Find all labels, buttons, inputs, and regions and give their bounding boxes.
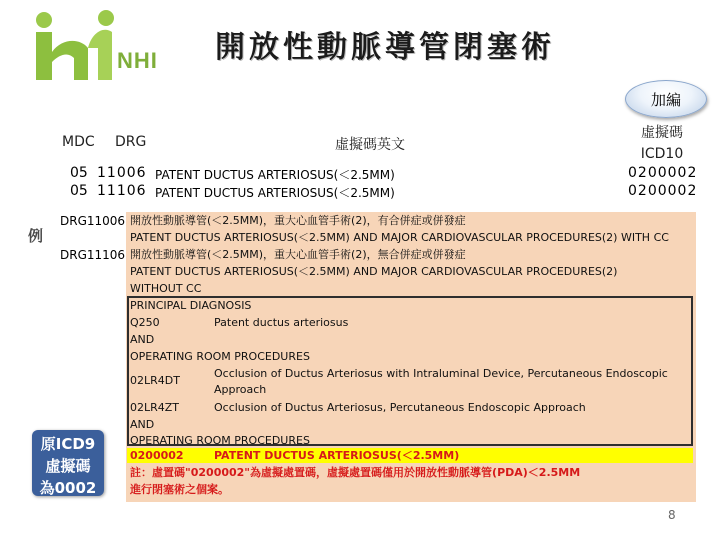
column-header-drg: DRG <box>115 134 147 150</box>
drg1-desc-en: PATENT DUCTUS ARTERIOSUS(＜2.5MM) AND MAJOR CARDIOVASCULAR PROCEDURES(2) WITH CC <box>130 231 669 244</box>
column-header-code-line1: 虛擬碼 <box>641 125 683 141</box>
column-header-code <box>622 123 702 165</box>
virtual-code-description: PATENT DUCTUS ARTERIOSUS(＜2.5MM) <box>214 449 460 462</box>
row-1-description: PATENT DUCTUS ARTERIOSUS(＜2.5MM) <box>155 168 395 182</box>
drg2-desc-zh: 開放性動脈導管(＜2.5MM)，重大心血管手術(2)，無合併症或併發症 <box>130 248 466 261</box>
row-1-code: 0200002 <box>628 165 698 181</box>
page-title: 開放性動脈導管閉塞術 <box>215 30 555 65</box>
nhi-logo <box>30 8 200 88</box>
procedure-2-code: 02LR4ZT <box>130 401 180 414</box>
and-label-1: AND <box>130 333 155 346</box>
or-procedures-label-2: OPERATING ROOM PROCEDURES <box>130 434 310 447</box>
note-line-2: 進行閉塞術之個案。 <box>130 483 229 496</box>
nhi-logo-mark <box>30 8 200 88</box>
example-icon: 例 <box>28 227 44 245</box>
procedure-2-description: Occlusion of Ductus Arteriosus, Percutaneous Endoscopic Approach <box>214 401 586 414</box>
procedure-1-desc-2: Approach <box>214 383 267 396</box>
or-procedures-label-1: OPERATING ROOM PROCEDURES <box>130 350 310 363</box>
and-label-2: AND <box>130 418 155 431</box>
add-code-badge: 加編 <box>625 80 707 118</box>
row-1-drg: 11006 <box>97 165 147 181</box>
row-1-mdc: 05 <box>70 165 88 181</box>
page-number: 8 <box>668 508 676 522</box>
row-2-mdc: 05 <box>70 183 88 199</box>
tag-line-2: 虛擬碼 <box>45 457 91 475</box>
principal-diagnosis-label: PRINCIPAL DIAGNOSIS <box>130 299 252 312</box>
tag-line-1: 原ICD9 <box>40 435 96 453</box>
column-header-code-line2: ICD10 <box>640 146 684 162</box>
column-header-description: 虛擬碼英文 <box>335 137 405 153</box>
diagnosis-description: Patent ductus arteriosus <box>214 316 349 329</box>
tag-line-3: 為0002 <box>39 479 97 497</box>
example-drg-1: DRG11006 <box>60 214 126 228</box>
logo-text: NHI <box>117 48 158 73</box>
virtual-code: 0200002 <box>130 449 184 462</box>
diagnosis-code: Q250 <box>130 316 160 329</box>
row-2-drg: 11106 <box>97 183 147 199</box>
procedure-1-code: 02LR4DT <box>130 374 180 387</box>
example-drg-2: DRG11106 <box>60 248 126 262</box>
row-2-description: PATENT DUCTUS ARTERIOSUS(＜2.5MM) <box>155 186 395 200</box>
icd9-code-tag <box>32 430 104 496</box>
procedure-1-desc-1: Occlusion of Ductus Arteriosus with Intraluminal Device, Percutaneous Endoscopic <box>214 367 668 380</box>
row-2-code: 0200002 <box>628 183 698 199</box>
drg2-desc-en-1: PATENT DUCTUS ARTERIOSUS(＜2.5MM) AND MAJOR CARDIOVASCULAR PROCEDURES(2) <box>130 265 618 278</box>
column-header-mdc: MDC <box>62 134 95 150</box>
note-line-1: 註：虛置碼"0200002"為虛擬處置碼，虛擬處置碼僅用於開放性動脈導管(PDA)＜2.5MM <box>130 466 581 479</box>
drg2-desc-en-2: WITHOUT CC <box>130 282 202 295</box>
drg1-desc-zh: 開放性動脈導管(＜2.5MM)，重大心血管手術(2)，有合併症或併發症 <box>130 214 466 227</box>
